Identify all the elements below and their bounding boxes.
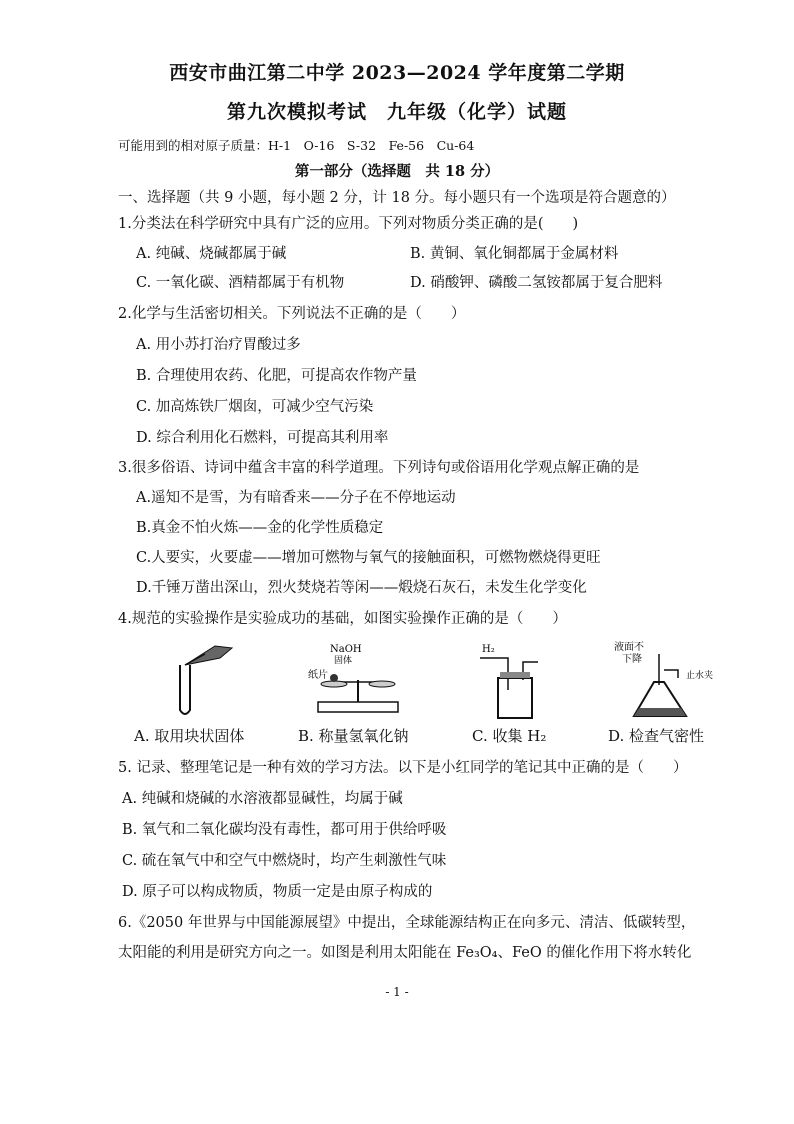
q5-option-b: B. 氧气和二氧化碳均没有毒性，都可用于供给呼吸	[122, 822, 447, 838]
q4-option-d: D. 检查气密性	[608, 727, 705, 745]
q3-option-c: C.人要实，火要虚——增加可燃物与氧气的接触面积，可燃物燃烧得更旺	[136, 550, 601, 566]
q5-option-a: A. 纯碱和烧碱的水溶液都显碱性，均属于碱	[122, 791, 403, 807]
question-4-stem: 4.规范的实验操作是实验成功的基础，如图实验操作正确的是（ ）	[118, 611, 567, 627]
q4-option-c: C. 收集 H₂	[472, 727, 547, 745]
figure-d-flask	[614, 640, 724, 720]
q1-option-c: C. 一氧化碳、酒精都属于有机物	[136, 275, 345, 291]
h2-label: H₂	[482, 644, 495, 655]
q3-option-a: A.遥知不是雪，为有暗香来——分子在不停地运动	[136, 490, 456, 506]
q3-option-b: B.真金不怕火炼——金的化学性质稳定	[136, 520, 384, 536]
q3-option-d: D.千锤万凿出深山，烈火焚烧若等闲——煅烧石灰石，未发生化学变化	[136, 580, 587, 596]
q4-option-b: B. 称量氢氧化钠	[298, 727, 409, 745]
question-2-stem: 2.化学与生活密切相关。下列说法不正确的是（ ）	[118, 306, 466, 322]
q1-option-a: A. 纯碱、烧碱都属于碱	[136, 246, 287, 262]
q2-option-d: D. 综合利用化石燃料，可提高其利用率	[136, 430, 389, 446]
question-3-stem: 3.很多俗语、诗词中蕴含丰富的科学道理。下列诗句或俗语用化学观点解正确的是	[118, 460, 640, 476]
q4-option-a: A. 取用块状固体	[134, 727, 245, 745]
paper-label: 纸片	[308, 670, 328, 681]
q1-option-b: B. 黄铜、氧化铜都属于金属材料	[410, 246, 619, 262]
figure-c-gas-bottle	[468, 640, 558, 720]
school-title: 西安市曲江第二中学 2023—2024 学年度第二学期	[169, 62, 625, 84]
question-1-stem: 1.分类法在科学研究中具有广泛的应用。下列对物质分类正确的是( )	[118, 216, 579, 232]
part1-title: 第一部分（选择题 共 18 分）	[294, 163, 500, 180]
clip-label: 止水夹	[686, 671, 714, 681]
question-6-stem-line2: 太阳能的利用是研究方向之一。如图是利用太阳能在 Fe₃O₄、FeO 的催化作用下将水转化	[118, 945, 692, 961]
q2-option-a: A. 用小苏打治疗胃酸过多	[136, 337, 301, 353]
q5-option-d: D. 原子可以构成物质，物质一定是由原子构成的	[122, 884, 433, 900]
naoh-label: NaOH	[330, 644, 362, 655]
question-5-stem: 5. 记录、整理笔记是一种有效的学习方法。以下是小红同学的笔记其中正确的是（ ）	[118, 760, 688, 776]
atomic-masses: 可能用到的相对原子质量：H-1 O-16 S-32 Fe-56 Cu-64	[118, 138, 475, 153]
exam-title: 第九次模拟考试 九年级（化学）试题	[226, 101, 567, 123]
q2-option-b: B. 合理使用农药、化肥，可提高农作物产量	[136, 368, 417, 384]
fall-label: 下降	[622, 654, 642, 665]
q5-option-c: C. 硫在氧气中和空气中燃烧时，均产生刺激性气味	[122, 853, 447, 869]
question-6-stem-line1: 6.《2050 年世界与中国能源展望》中提出，全球能源结构正在向多元、清洁、低碳转型，	[118, 915, 696, 931]
page-number: - 1 -	[385, 985, 409, 999]
figure-b-balance	[308, 640, 418, 720]
section1-intro: 一、选择题（共 9 小题，每小题 2 分，计 18 分。每小题只有一个选项是符合题意的）	[118, 190, 676, 206]
figure-a-test-tube	[160, 640, 240, 720]
q1-option-d: D. 硝酸钾、磷酸二氢铵都属于复合肥料	[410, 275, 663, 291]
solid-label: 固体	[334, 656, 353, 666]
level-label: 液面不	[614, 642, 644, 653]
q2-option-c: C. 加高炼铁厂烟囱，可减少空气污染	[136, 399, 374, 415]
